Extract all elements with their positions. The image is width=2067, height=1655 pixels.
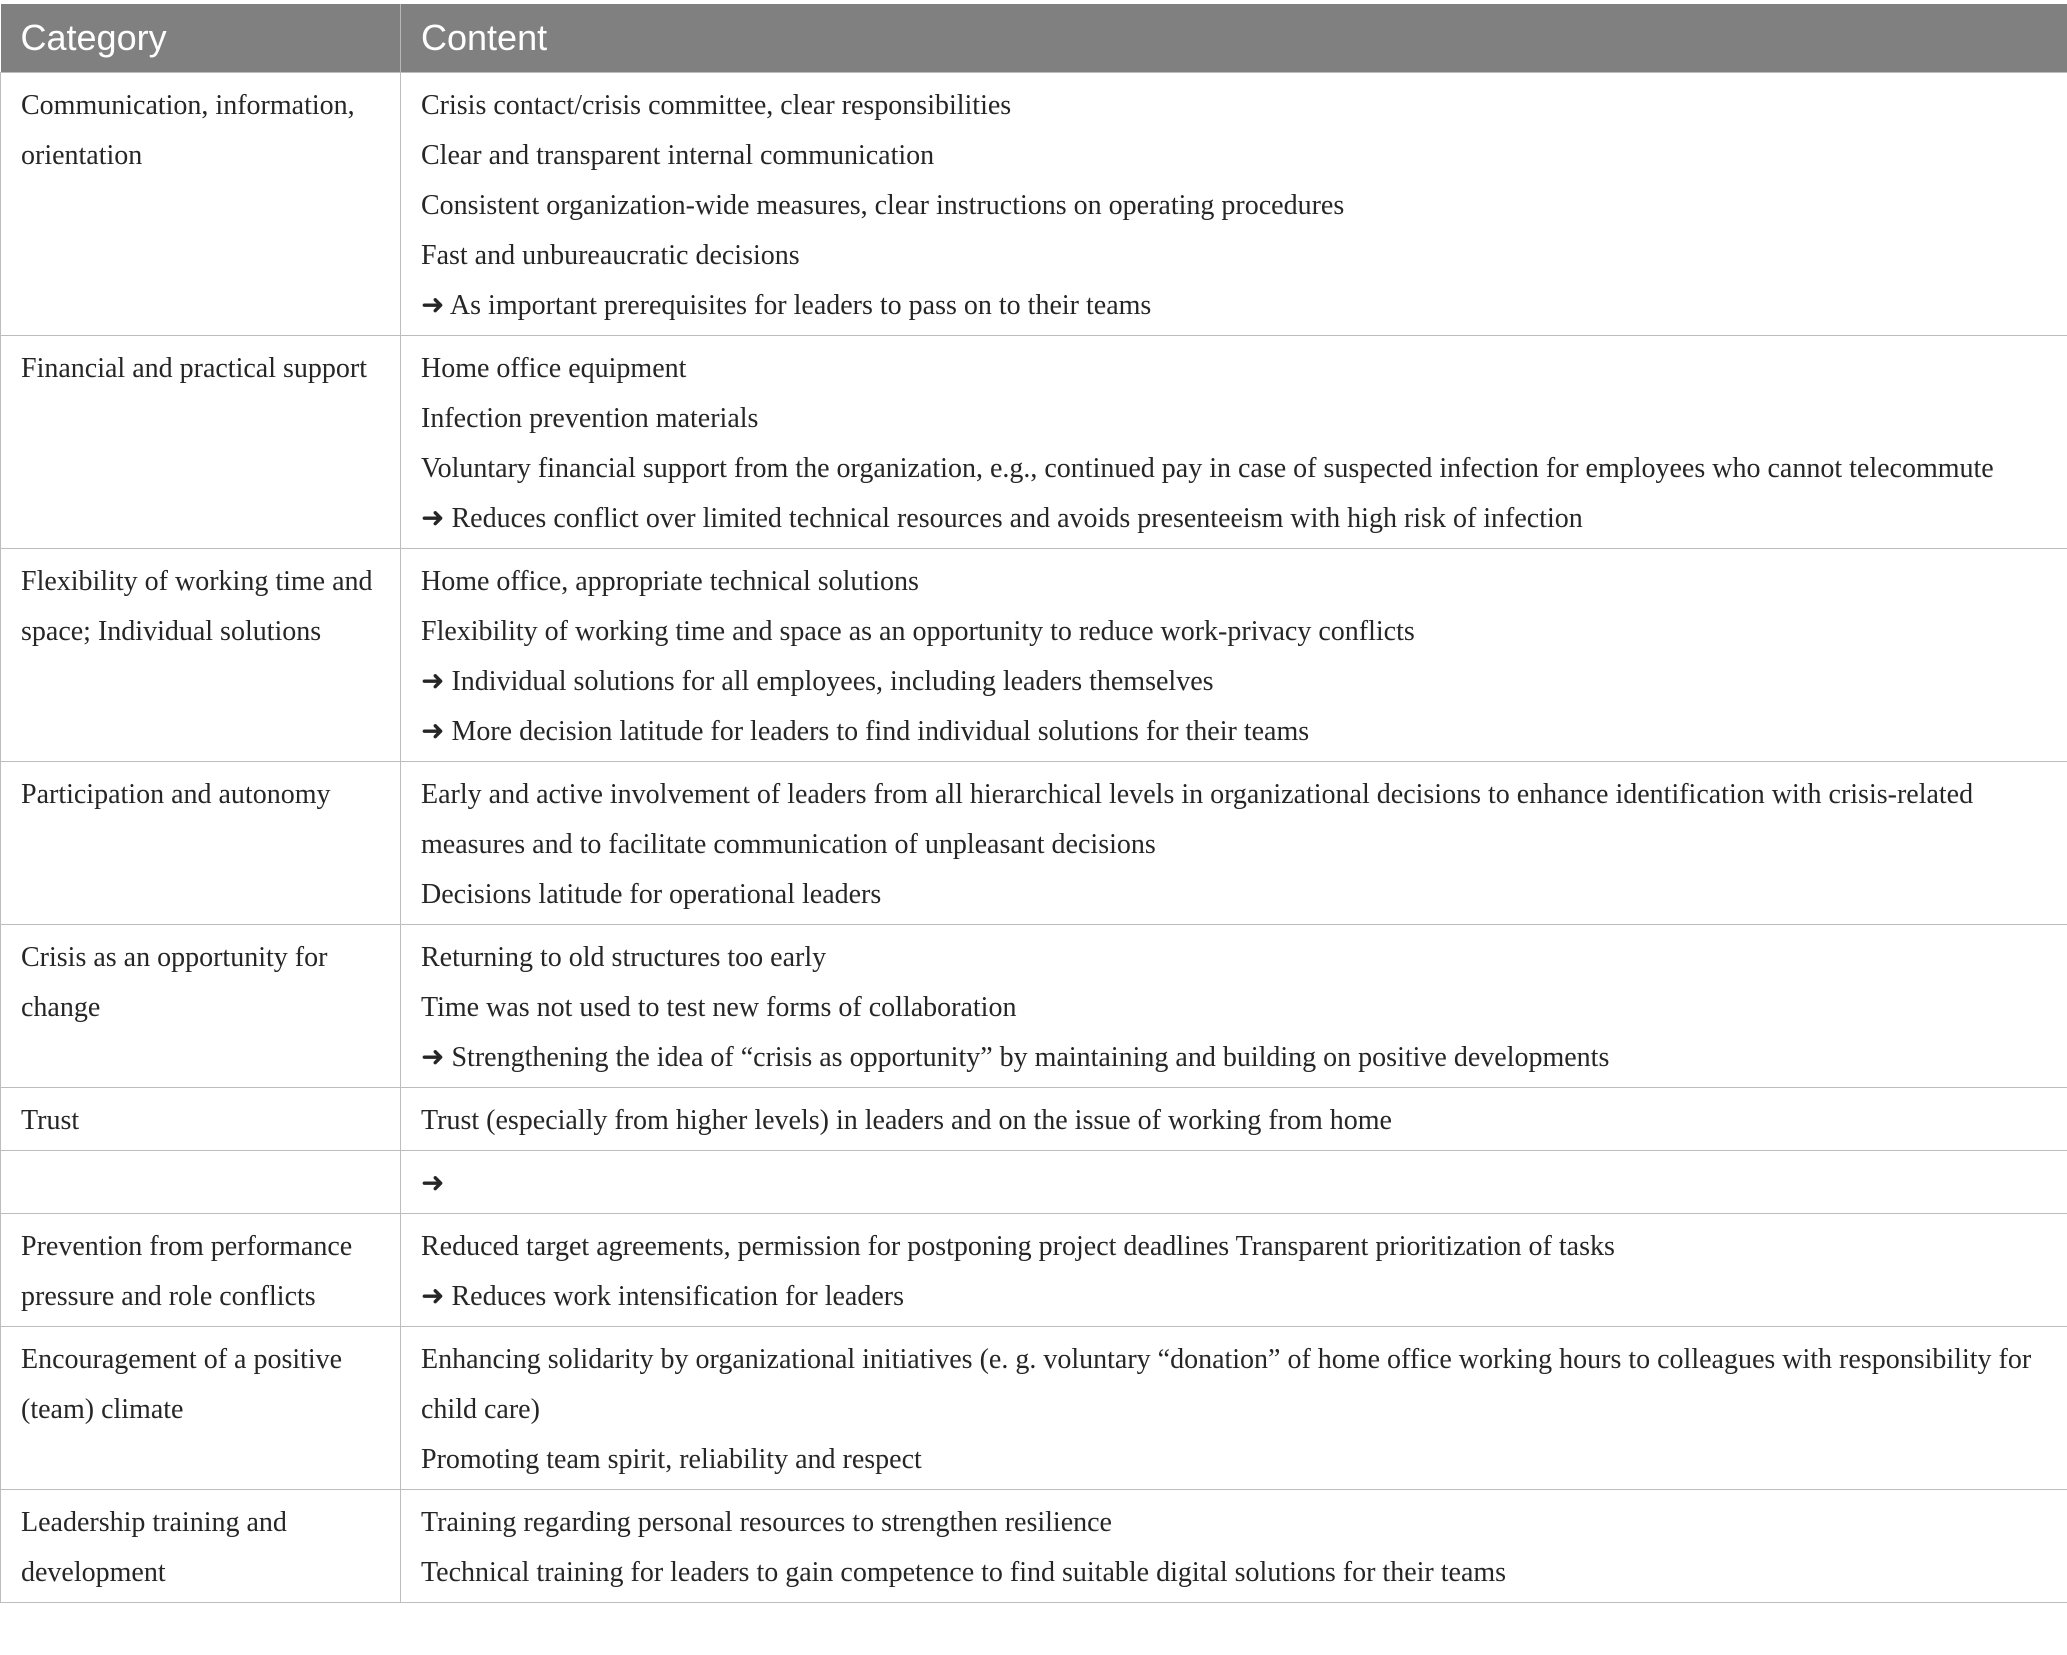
- content-line: Trust (especially from higher levels) in leaders and on the issue of working from home: [421, 1105, 1392, 1136]
- table-row: [1, 336, 2067, 549]
- content-line: Decisions latitude for operational leaders: [421, 879, 882, 910]
- content-line: Reduced target agreements, permission for postponing project deadlines Transparent prioritization of tasks: [421, 1231, 1615, 1262]
- content-line: Consistent organization-wide measures, clear instructions on operating procedures: [421, 190, 1345, 221]
- header-category: Category: [1, 4, 401, 73]
- content-line: Clear and transparent internal communication: [421, 140, 935, 171]
- content-cell: [401, 1088, 2067, 1151]
- content-line: Home office, appropriate technical solutions: [421, 566, 919, 597]
- category-cell: Flexibility of working time and space; Individual solutions: [1, 549, 401, 762]
- content-line: Returning to old structures too early: [421, 942, 827, 973]
- table-row: [1, 925, 2067, 1088]
- content-cell: [401, 762, 2067, 925]
- content-line: Flexibility of working time and space as an opportunity to reduce work-privacy conflicts: [421, 616, 1415, 647]
- content-line: Enhancing solidarity by organizational initiatives (e. g. voluntary “donation” of home office working hours to colleagues with responsibility for child care): [421, 1344, 2032, 1425]
- table-header: [1, 4, 2067, 73]
- content-line: ➜ Individual solutions for all employees, including leaders themselves: [421, 666, 1214, 697]
- category-cell: Leadership training and development: [1, 1490, 401, 1603]
- content-line: Time was not used to test new forms of collaboration: [421, 992, 1017, 1023]
- category-cell: Encouragement of a positive (team) climate: [1, 1327, 401, 1490]
- content-line: ➜ Reduces conflict over limited technical resources and avoids presenteeism with high risk of infection: [421, 503, 1583, 534]
- table-row: [1, 1088, 2067, 1151]
- table-row: [1, 762, 2067, 925]
- content-line: ➜ As important prerequisites for leaders to pass on to their teams: [421, 290, 1152, 321]
- content-cell: [401, 1490, 2067, 1603]
- content-line: Technical training for leaders to gain competence to find suitable digital solutions for their teams: [421, 1557, 1507, 1588]
- content-line: Training regarding personal resources to strengthen resilience: [421, 1507, 1112, 1538]
- content-cell: [401, 73, 2067, 336]
- table-body: [1, 73, 2067, 1603]
- content-cell: [401, 1327, 2067, 1490]
- table-row: [1, 1214, 2067, 1327]
- content-line: Fast and unbureaucratic decisions: [421, 240, 800, 271]
- arrow-icon: ➜: [421, 1168, 445, 1199]
- table-row: [1, 73, 2067, 336]
- category-cell: Trust: [1, 1088, 401, 1151]
- header-row: [1, 4, 2067, 73]
- category-content-table: [0, 4, 2067, 1603]
- content-cell: [401, 1151, 2067, 1214]
- table-row: [1, 1327, 2067, 1490]
- content-line: Home office equipment: [421, 353, 687, 384]
- table-row: [1, 549, 2067, 762]
- category-cell: Participation and autonomy: [1, 762, 401, 925]
- category-cell: [1, 1151, 401, 1214]
- content-line: Promoting team spirit, reliability and respect: [421, 1444, 922, 1475]
- category-cell: Prevention from performance pressure and role conflicts: [1, 1214, 401, 1327]
- table-row: [1, 1490, 2067, 1603]
- content-line: ➜ Strengthening the idea of “crisis as opportunity” by maintaining and building on positive developments: [421, 1042, 1610, 1073]
- content-cell: [401, 336, 2067, 549]
- content-line: Voluntary financial support from the organization, e.g., continued pay in case of suspected infection for employees who cannot telecommute: [421, 453, 1994, 484]
- category-cell: Financial and practical support: [1, 336, 401, 549]
- content-line: ➜ More decision latitude for leaders to find individual solutions for their teams: [421, 716, 1310, 747]
- content-line: Early and active involvement of leaders from all hierarchical levels in organizational decisions to enhance identification with crisis-related measures and to facilitate communication of unpleasant decisions: [421, 779, 1974, 860]
- content-cell: [401, 549, 2067, 762]
- header-content: Content: [401, 4, 2067, 73]
- table-row: [1, 1151, 2067, 1214]
- content-cell: [401, 1214, 2067, 1327]
- category-content-table-container: [0, 4, 2067, 1603]
- content-cell: [401, 925, 2067, 1088]
- content-line: Infection prevention materials: [421, 403, 759, 434]
- category-cell: Crisis as an opportunity for change: [1, 925, 401, 1088]
- content-line: ➜ Reduces work intensification for leaders: [421, 1281, 904, 1312]
- category-cell: Communication, information, orientation: [1, 73, 401, 336]
- content-line: Crisis contact/crisis committee, clear responsibilities: [421, 90, 1012, 121]
